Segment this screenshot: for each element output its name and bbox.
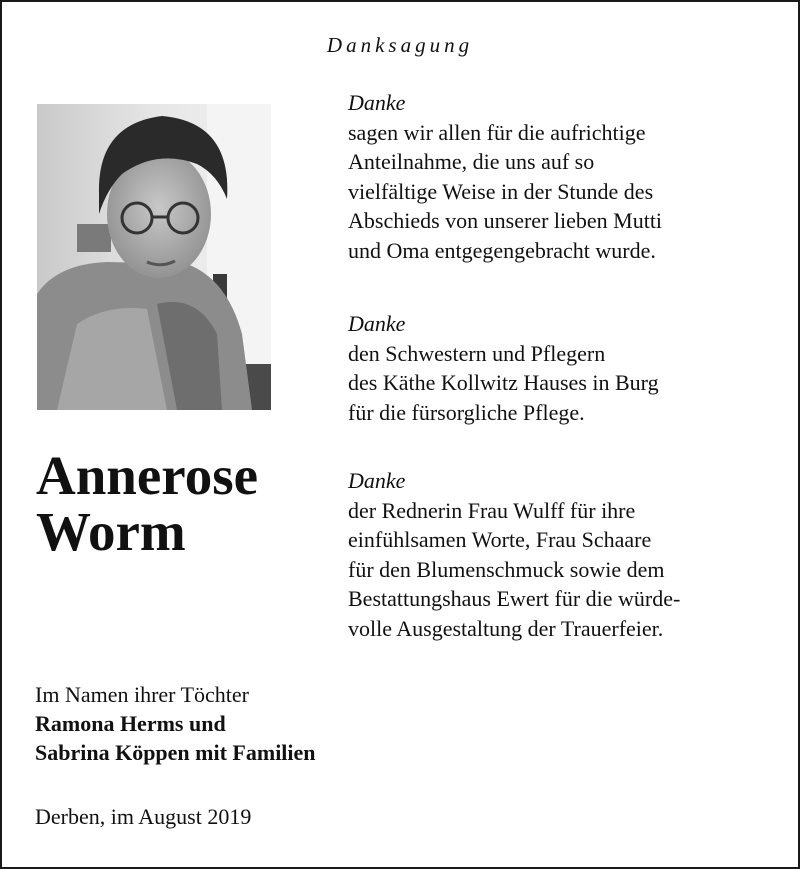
deceased-name (36, 445, 259, 562)
place-date: Derben, im August 2019 (35, 804, 252, 829)
section-line: Bestattungshaus Ewert für die würde- (348, 586, 681, 611)
section-line: der Rednerin Frau Wulff für ihre (348, 497, 636, 523)
signature-block (35, 680, 316, 767)
section-line: Anteilnahme, die uns auf so (348, 149, 595, 174)
portrait-photo (37, 104, 271, 410)
section-line: einfühlsamen Worte, Frau Schaare (348, 527, 652, 552)
notice-heading: Danksagung (326, 33, 474, 57)
section-line: den Schwestern und Pflegern (348, 340, 606, 366)
signature-name: Ramona Herms und (35, 711, 226, 736)
section-line: und Oma entgegengebracht wurde. (348, 237, 656, 263)
signature-intro: Im Namen ihrer Töchter (35, 682, 250, 707)
thanks-section (348, 309, 659, 427)
name-line: Annerose (36, 445, 259, 506)
section-title: Danke (348, 311, 406, 336)
signature-name: Sabrina Köppen mit Familien (35, 740, 316, 765)
section-line: Abschieds von unserer lieben Mutti (348, 208, 663, 233)
section-line: des Käthe Kollwitz Hauses in Burg (348, 370, 659, 395)
section-line: für den Blumenschmuck sowie dem (348, 556, 665, 582)
section-line: für die fürsorgliche Pflege. (348, 399, 585, 425)
name-line: Worm (36, 501, 186, 562)
section-line: sagen wir allen für die aufrichtige (348, 119, 646, 145)
thanks-section (348, 466, 680, 643)
thanks-section (348, 88, 662, 265)
section-line: volle Ausgestaltung der Trauerfeier. (348, 615, 664, 641)
section-title: Danke (348, 468, 406, 493)
section-line: vielfältige Weise in der Stunde des (348, 178, 654, 204)
section-title: Danke (348, 90, 406, 115)
